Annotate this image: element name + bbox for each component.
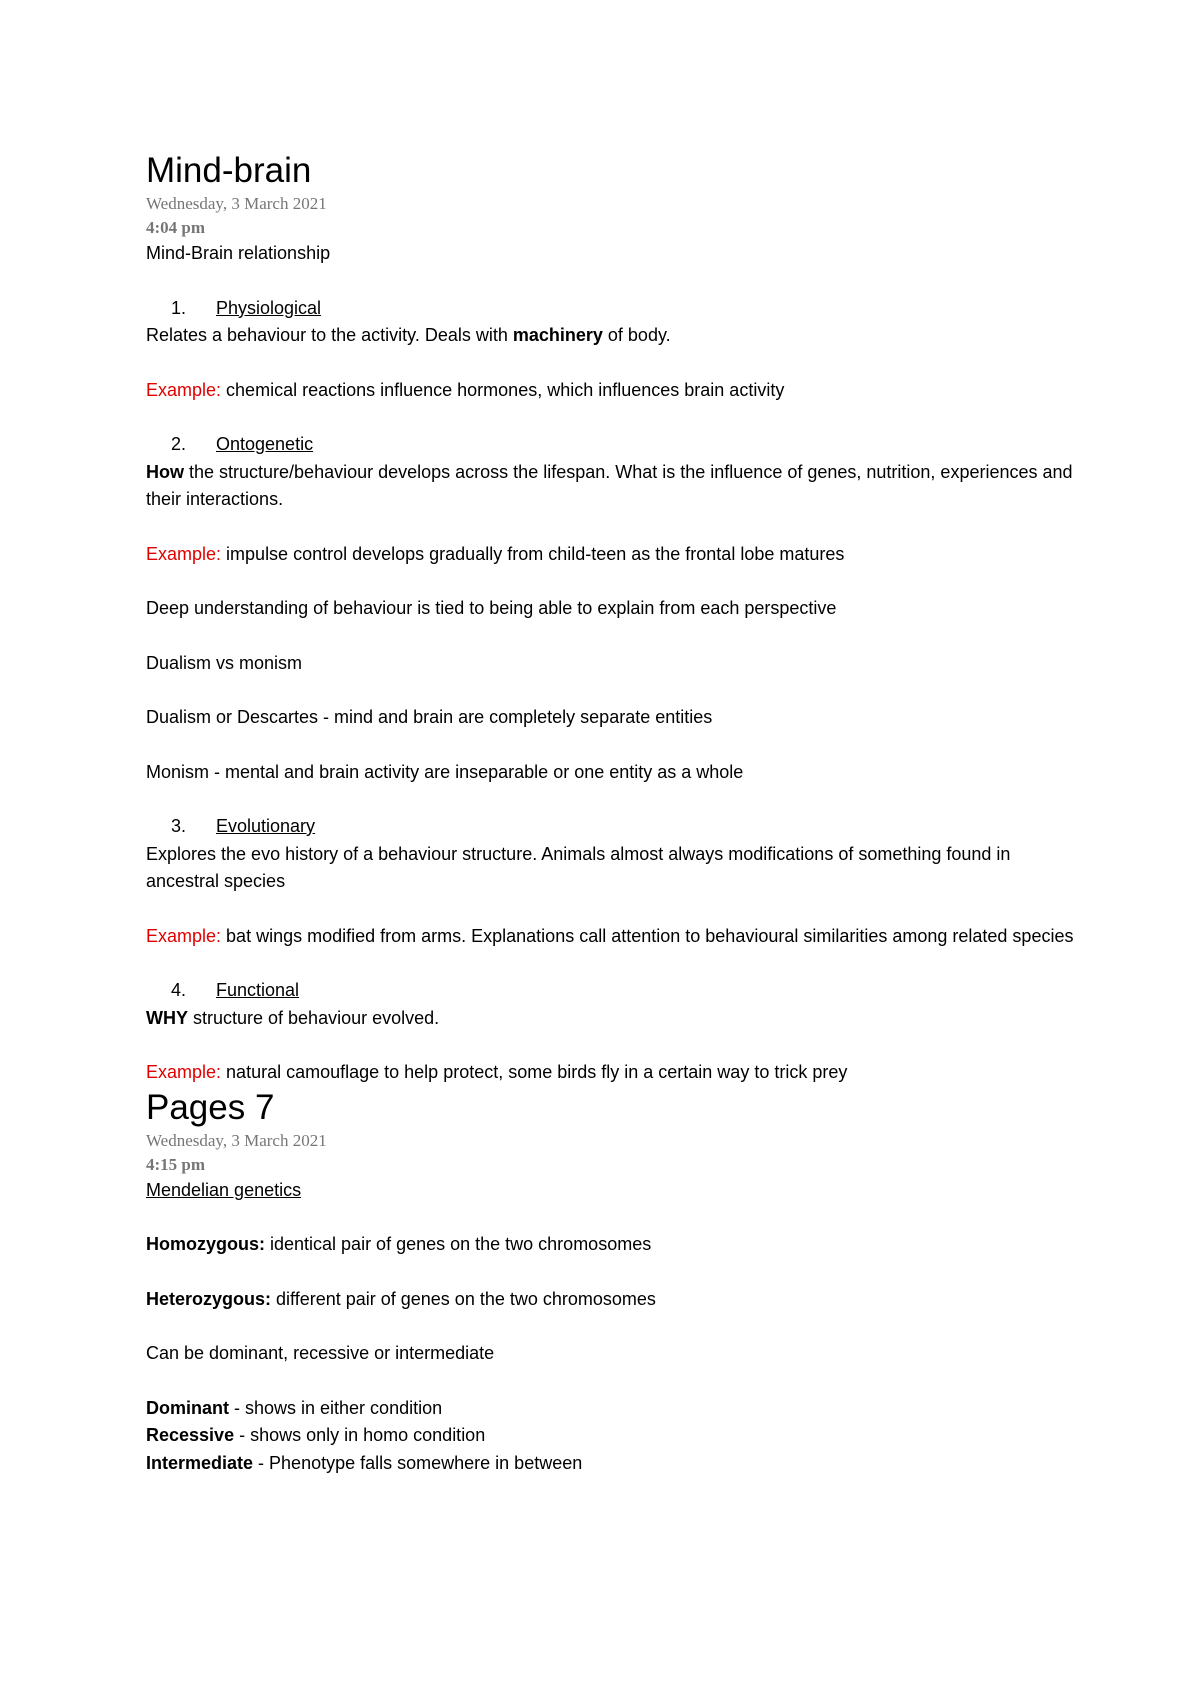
example-label: Example: bbox=[146, 543, 222, 564]
subheading: Mendelian genetics bbox=[146, 1179, 302, 1200]
paragraph: Monism - mental and brain activity are inseparable or one entity as a whole bbox=[146, 761, 744, 782]
example-paragraph: Example: impulse control develops gradually from child-teen as the frontal lobe matures bbox=[146, 543, 845, 564]
list-heading: Physiological bbox=[216, 297, 322, 318]
list-number: 2. bbox=[170, 434, 186, 454]
paragraph: Explores the evo history of a behaviour structure. Animals almost always modifications of something found in ancestral species bbox=[146, 843, 1011, 891]
paragraph: Recessive - shows only in homo condition bbox=[146, 1425, 486, 1445]
example-label: Example: bbox=[146, 1062, 222, 1082]
list-number: 4. bbox=[170, 980, 186, 1000]
page-title: Pages 7 bbox=[146, 1087, 275, 1127]
paragraph: WHY structure of behaviour evolved. bbox=[146, 1007, 440, 1028]
paragraph: Dominant - shows in either condition bbox=[146, 1397, 443, 1418]
list-number: 3. bbox=[170, 816, 186, 836]
list-item-functional bbox=[146, 977, 1086, 1005]
list-item-evolutionary bbox=[146, 813, 1086, 841]
paragraph: Intermediate - Phenotype falls somewhere in between bbox=[146, 1452, 583, 1473]
paragraph: How the structure/behaviour develops across the lifespan. What is the influence of genes, nutrition, experiences and their interactions. bbox=[146, 461, 1073, 509]
example-paragraph: Example: natural camouflage to help protect, some birds fly in a certain way to trick prey bbox=[146, 1062, 848, 1082]
example-label: Example: bbox=[146, 379, 222, 400]
example-label: Example: bbox=[146, 925, 222, 946]
page-date: Wednesday, 3 March 2021 bbox=[146, 1130, 327, 1150]
page-time: 4:04 pm bbox=[146, 218, 206, 237]
list-heading: Evolutionary bbox=[216, 816, 316, 836]
paragraph: Homozygous: identical pair of genes on the two chromosomes bbox=[146, 1234, 652, 1254]
paragraph: Deep understanding of behaviour is tied to being able to explain from each perspective bbox=[146, 598, 837, 618]
paragraph: Relates a behaviour to the activity. Deals with machinery of body. bbox=[146, 325, 671, 345]
list-item-ontogenetic bbox=[146, 431, 1086, 459]
list-number: 1. bbox=[170, 297, 186, 318]
paragraph: Can be dominant, recessive or intermediate bbox=[146, 1343, 495, 1363]
example-paragraph: Example: bat wings modified from arms. Explanations call attention to behavioural similarities among related species bbox=[146, 925, 1074, 946]
paragraph: Dualism vs monism bbox=[146, 652, 303, 673]
list-item-physiological bbox=[146, 295, 1086, 323]
page-time: 4:15 pm bbox=[146, 1154, 206, 1174]
page-title: Mind-brain bbox=[146, 151, 312, 190]
example-paragraph: Example: chemical reactions influence hormones, which influences brain activity bbox=[146, 379, 785, 400]
list-heading: Functional bbox=[216, 980, 300, 1000]
paragraph: Dualism or Descartes - mind and brain are completely separate entities bbox=[146, 707, 713, 727]
document-page bbox=[146, 150, 1086, 1477]
intro-line: Mind-Brain relationship bbox=[146, 243, 331, 263]
list-heading: Ontogenetic bbox=[216, 434, 314, 454]
page-date: Wednesday, 3 March 2021 bbox=[146, 194, 327, 213]
paragraph: Heterozygous: different pair of genes on the two chromosomes bbox=[146, 1288, 656, 1309]
